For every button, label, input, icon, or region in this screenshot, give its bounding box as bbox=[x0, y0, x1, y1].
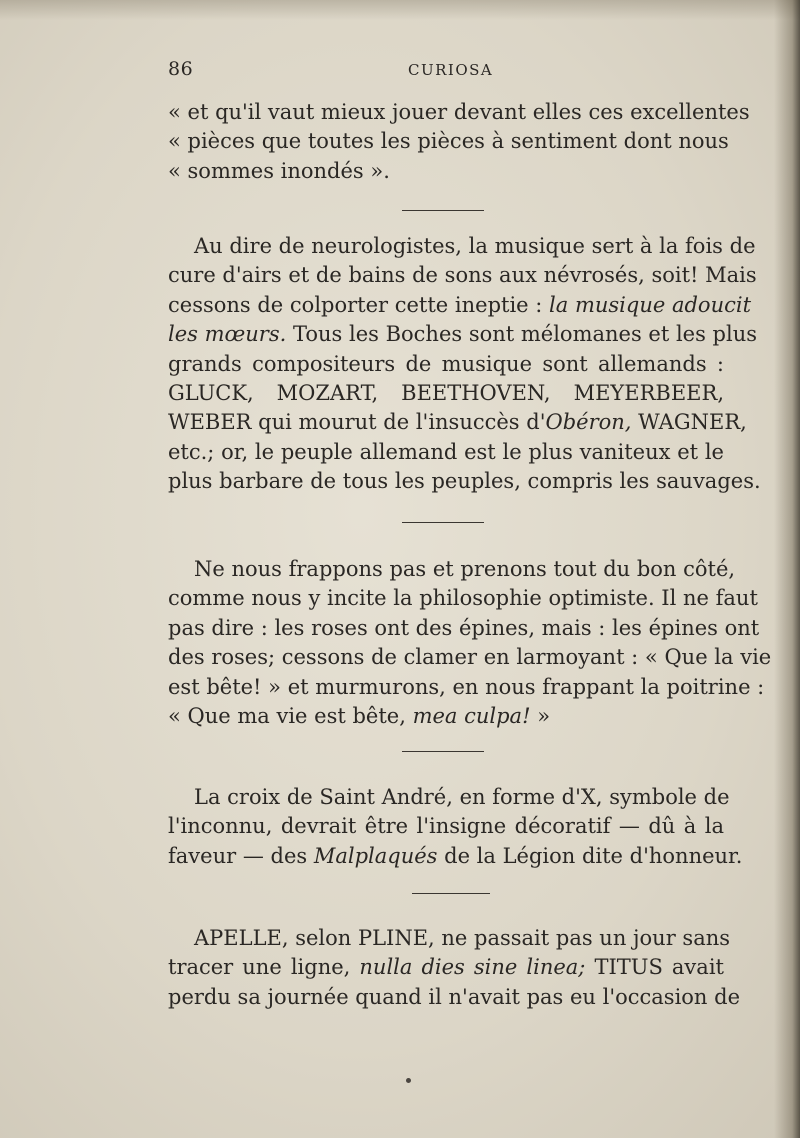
text-line: « pièces que toutes les pièces à sentiment dont nous bbox=[168, 129, 729, 154]
text-line: Au dire de neurologistes, la musique sert à la fois de bbox=[194, 234, 756, 258]
text-run: de la Légion dite d'honneur. bbox=[444, 843, 743, 868]
text-line: « sommes inondés ». bbox=[168, 158, 390, 183]
ink-speck bbox=[406, 1078, 411, 1083]
italic-phrase: Obéron, bbox=[545, 410, 632, 435]
page-top-shadow bbox=[0, 0, 800, 20]
text-run: Tous les Boches sont mélomanes et les plus bbox=[292, 322, 758, 347]
italic-phrase: mea culpa! bbox=[412, 704, 531, 729]
text-run: TITUS avait bbox=[594, 955, 724, 980]
text-line: perdu sa journée quand il n'avait pas eu l'occasion de bbox=[168, 984, 740, 1009]
section-separator bbox=[402, 751, 484, 752]
section-separator bbox=[412, 893, 490, 894]
text-line bbox=[168, 953, 724, 982]
text-line bbox=[168, 408, 747, 437]
section-separator bbox=[402, 522, 484, 523]
quote-continuation bbox=[168, 98, 750, 186]
text-line bbox=[168, 291, 752, 320]
paragraph-apelle bbox=[168, 924, 740, 1012]
page-header bbox=[168, 58, 728, 86]
text-line bbox=[168, 842, 743, 871]
paragraph-music bbox=[168, 232, 761, 497]
text-line: APELLE, selon PLINE, ne passait pas un jour sans bbox=[194, 926, 731, 950]
paragraph-optimism bbox=[168, 555, 772, 731]
text-line: grands compositeurs de musique sont allemands : bbox=[168, 351, 724, 376]
text-line: etc.; or, le peuple allemand est le plus vaniteux et le bbox=[168, 439, 724, 464]
italic-phrase: nulla dies sine linea; bbox=[359, 955, 586, 980]
text-run: faveur — des bbox=[168, 843, 308, 868]
running-title: CURIOSA bbox=[408, 61, 494, 79]
text-line bbox=[168, 320, 758, 349]
text-line: plus barbare de tous les peuples, compris les sauvages. bbox=[168, 469, 761, 494]
page-edge-shadow bbox=[774, 0, 800, 1138]
text-run: cessons de colporter cette ineptie : bbox=[168, 292, 543, 317]
text-line: l'inconnu, devrait être l'insigne décoratif — dû à la bbox=[168, 814, 724, 839]
text-line: est bête! » et murmurons, en nous frappant la poitrine : bbox=[168, 674, 765, 699]
text-line: comme nous y incite la philosophie optimiste. Il ne faut bbox=[168, 586, 758, 611]
text-line bbox=[168, 702, 724, 731]
text-run: WEBER qui mourut de l'insuccès d' bbox=[168, 410, 546, 435]
italic-phrase: la musique adoucit bbox=[549, 292, 752, 317]
text-run: WAGNER, bbox=[638, 410, 747, 435]
text-line: des roses; cessons de clamer en larmoyant : « Que la vie bbox=[168, 645, 772, 670]
text-run: tracer une ligne, bbox=[168, 955, 351, 980]
text-line: « et qu'il vaut mieux jouer devant elles ces excellentes bbox=[168, 100, 750, 124]
paragraph-croix bbox=[168, 783, 743, 871]
section-separator bbox=[402, 210, 484, 211]
text-run: « Que ma vie est bête, bbox=[168, 704, 406, 729]
text-line: pas dire : les roses ont des épines, mais : les épines ont bbox=[168, 615, 760, 640]
text-line: cure d'airs et de bains de sons aux névrosés, soit! Mais bbox=[168, 263, 757, 288]
italic-phrase: Malplaqués bbox=[313, 843, 438, 868]
text-line: La croix de Saint André, en forme d'X, symbole de bbox=[194, 785, 730, 809]
text-run: » bbox=[537, 704, 551, 729]
text-line: GLUCK, MOZART, BEETHOVEN, MEYERBEER, bbox=[168, 381, 724, 406]
text-line: Ne nous frappons pas et prenons tout du bon côté, bbox=[194, 557, 736, 581]
page-number: 86 bbox=[168, 58, 194, 80]
italic-phrase: les mœurs. bbox=[168, 322, 287, 347]
